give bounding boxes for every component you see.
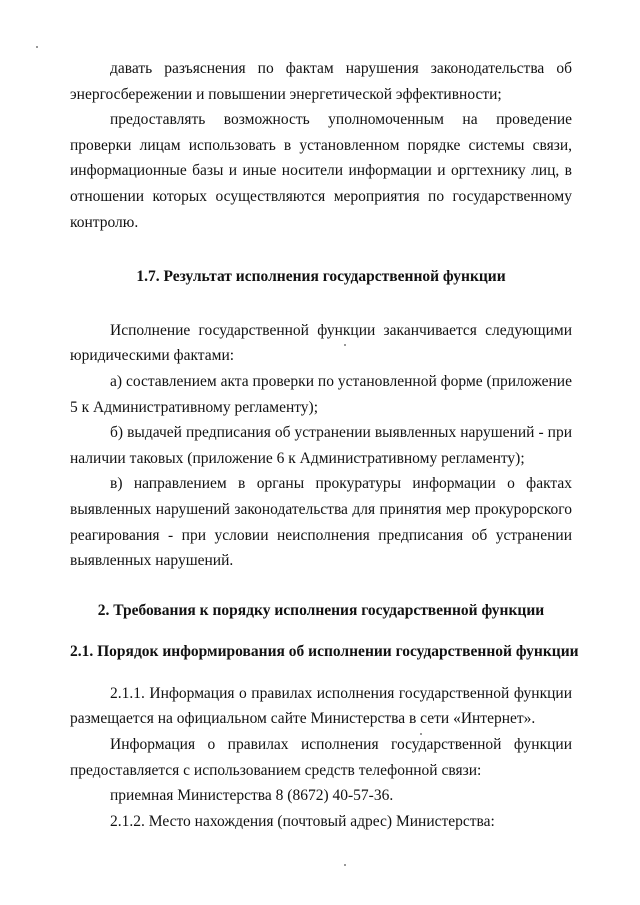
paragraph-access: предоставлять возможность уполномоченным на проведение проверки лицам использовать в установленном порядке системы связи, информационные базы и иные носители информации и оргтехнику лиц, в отношении которых осуществляются мероприятия по государственному контролю. [70, 111, 572, 231]
paragraph-result-b: б) выдачей предписания об устранении выявленных нарушений - при наличии таковых (приложение 6 к Административному регламенту); [70, 424, 572, 467]
paragraph-explanations: давать разъяснения по фактам нарушения законодательства об энергосбережении и повышении энергетической эффективности; [70, 60, 572, 103]
heading-2: 2. Требования к порядку исполнения государственной функции [97, 601, 545, 619]
heading-2-1: 2.1. Порядок информирования об исполнении государственной функции [70, 643, 579, 661]
scan-speck [36, 46, 38, 48]
paragraph-phone-info: Информация о правилах исполнения государственной функции предоставляется с использованием средств телефонной связи: [70, 736, 572, 779]
paragraph-phone-number: приемная Министерства 8 (8672) 40-57-36. [110, 787, 394, 805]
scan-speck [344, 344, 346, 346]
paragraph-2-1-2: 2.1.2. Место нахождения (почтовый адрес) Министерства: [110, 812, 495, 830]
document-page [70, 56, 579, 834]
paragraph-result-c: в) направлением в органы прокуратуры информации о фактах выявленных нарушений законодательства для принятия мер прокурорского реагирования - при условии неисполнения предписания об устранении выявленных нарушений. [70, 475, 572, 570]
paragraph-result-intro: Исполнение государственной функции заканчивается следующими юридическими фактами: [70, 321, 572, 365]
paragraph-2-1-1: 2.1.1. Информация о правилах исполнения государственной функции размещается на официальном сайте Министерства в сети «Интернет». [70, 684, 572, 728]
scan-speck [420, 733, 422, 735]
paragraph-result-a: а) составлением акта проверки по установленной форме (приложение 5 к Административному регламенту); [70, 372, 572, 416]
heading-1-7: 1.7. Результат исполнения государственной функции [136, 268, 506, 286]
scan-speck [344, 864, 346, 866]
